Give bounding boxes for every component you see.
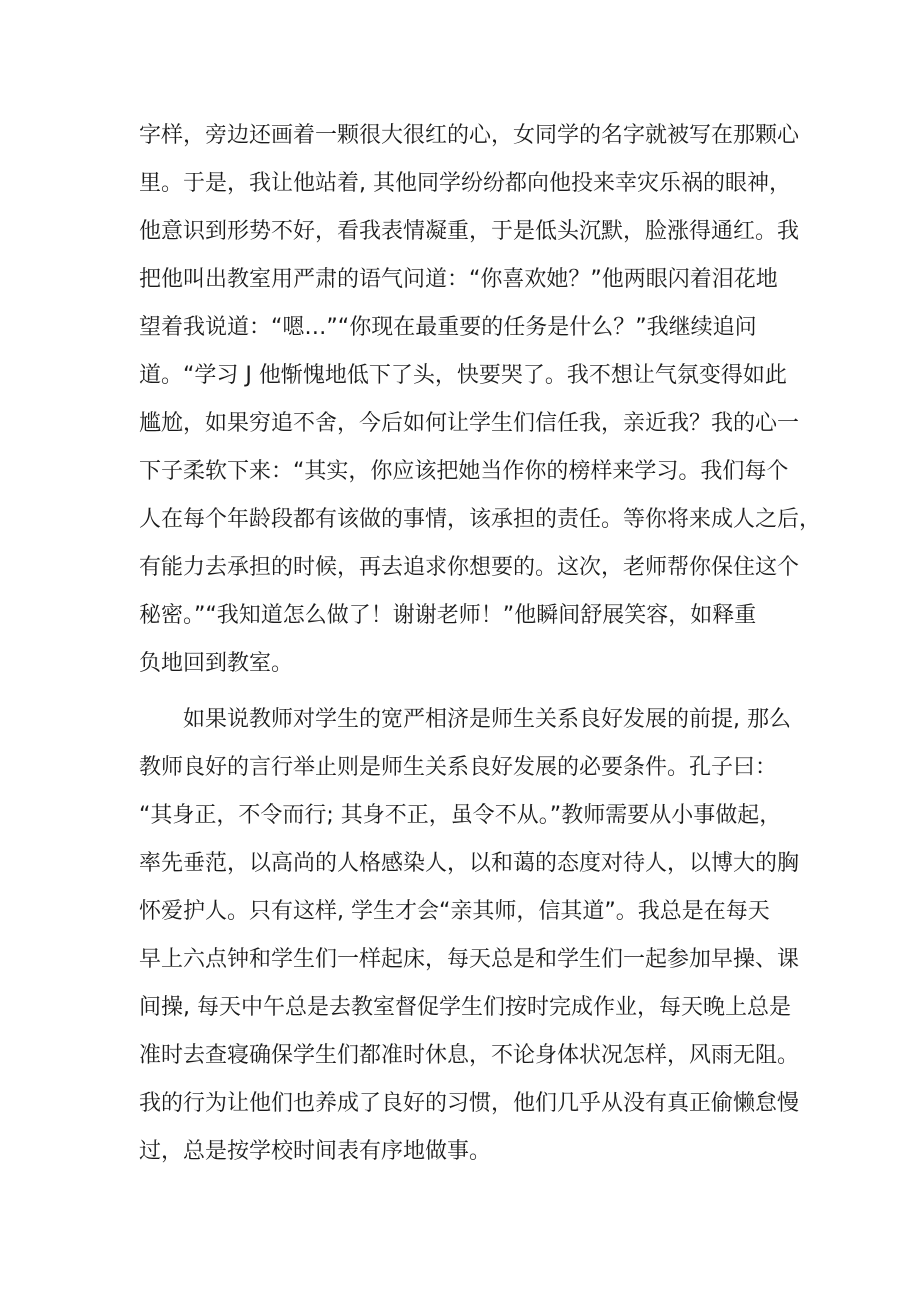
text-line: “其身正，不令而行; 其身不正，虽令不从。”教师需要从小事做起， [139,803,782,828]
text-line: 有能力去承担的时候，再去追求你想要的。这次，老师帮你保住这个 [139,555,800,580]
text-line: 我的行为让他们也养成了良好的习惯，他们几乎从没有真正偷懒怠慢 [139,1091,800,1116]
text-line: 道。“学习 J 他惭愧地低下了头，快要哭了。我不想让气氛变得如此 [139,363,787,388]
text-line: 尴尬，如果穷追不舍，今后如何让学生们信任我，亲近我？我的心一 [139,411,800,436]
text-line: 里。于是，我让他站着, 其他同学纷纷都向他投来幸灾乐祸的眼神， [139,171,791,196]
text-line: 下子柔软下来：“其实，你应该把她当作你的榜样来学习。我们每个 [139,459,789,484]
text-line: 把他叫出教室用严肃的语气问道：“你喜欢她？”他两眼闪着泪花地 [139,267,778,292]
text-line: 准时去查寝确保学生们都准时休息，不论身体状况怎样，风雨无阻。 [139,1043,800,1068]
paragraph-2 [139,696,799,1176]
text-line: 早上六点钟和学生们一样起床，每天总是和学生们一起参加早操、课 [139,947,800,972]
text-line: 秘密。”“我知道怎么做了！谢谢老师！”他瞬间舒展笑容，如释重 [139,603,757,628]
paragraph-spacer [139,688,799,696]
text-line: 负地回到教室。 [139,651,294,676]
text-line: 间操, 每天中午总是去教室督促学生们按时完成作业，每天晚上总是 [139,995,791,1020]
text-line: 人在每个年龄段都有该做的事情，该承担的责任。等你将来成人之后， [139,507,822,532]
text-line: 怀爱护人。只有这样, 学生才会“亲其师，信其道”。我总是在每天 [139,899,770,924]
text-line: 如果说教师对学生的宽严相济是师生关系良好发展的前提, 那么 [139,707,791,732]
body-text [139,112,822,1176]
text-line: 教师良好的言行举止则是师生关系良好发展的必要条件。孔子曰： [139,755,778,780]
paragraph-1 [139,112,822,688]
text-line: 率先垂范，以高尚的人格感染人，以和蔼的态度对待人，以博大的胸 [139,851,800,876]
text-line: 过，总是按学校时间表有序地做事。 [139,1139,492,1164]
text-line: 字样，旁边还画着一颗很大很红的心，女同学的名字就被写在那颗心 [139,123,800,148]
text-line: 他意识到形势不好，看我表情凝重，于是低头沉默，脸涨得通红。我 [139,219,800,244]
text-line: 望着我说道：“嗯…”“你现在最重要的任务是什么？”我继续追问 [139,315,757,340]
